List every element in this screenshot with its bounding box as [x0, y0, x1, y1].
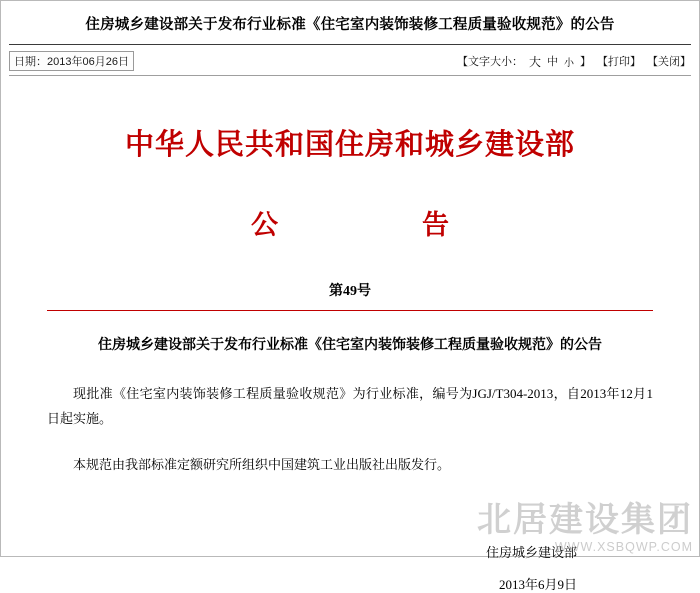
- meta-bar: [9, 51, 691, 71]
- date-label: 日期：2013年06月26日: [9, 51, 134, 71]
- meta-divider: [9, 75, 691, 76]
- font-size-label: 【文字大小：: [456, 56, 523, 68]
- date-group: [9, 51, 134, 71]
- announcement-heading: 公 告: [251, 210, 479, 240]
- font-size-large-button[interactable]: 大: [528, 54, 541, 69]
- title-divider: [9, 44, 691, 45]
- font-size-bracket: 】: [580, 56, 591, 68]
- date-value: 2013年06月26日: [47, 56, 129, 68]
- paragraph-2: 本规范由我部标准定额研究所组织中国建筑工业出版社出版发行。: [73, 457, 451, 473]
- document-body: [1, 122, 699, 593]
- document-number: 第49号: [329, 284, 371, 299]
- toolbar: [457, 53, 691, 70]
- watermark-main-text: 北居建设集团: [477, 502, 693, 539]
- close-button[interactable]: 【关闭】: [647, 56, 691, 68]
- paragraph-1: 现批准《住宅室内装饰装修工程质量验收规范》为行业标准，编号为JGJ/T304-2013，自2013年12月1日起实施。: [47, 386, 653, 426]
- page-title: 住房城乡建设部关于发布行业标准《住宅室内装饰装修工程质量验收规范》的公告: [85, 17, 615, 33]
- signature-date: 2013年6月9日: [498, 577, 577, 593]
- print-button[interactable]: 【打印】: [597, 56, 641, 68]
- signature-organization: 住房城乡建设部: [485, 545, 577, 561]
- issuer-title: 中华人民共和国住房和城乡建设部: [124, 129, 575, 161]
- document-subject: 住房城乡建设部关于发布行业标准《住宅室内装饰装修工程质量验收规范》的公告: [98, 338, 602, 353]
- watermark-sub-text: WWW.XSBQWP.COM: [554, 540, 693, 554]
- red-divider: [47, 310, 653, 311]
- font-size-medium-button[interactable]: 中: [547, 56, 558, 68]
- font-size-small-button[interactable]: 小: [564, 57, 574, 69]
